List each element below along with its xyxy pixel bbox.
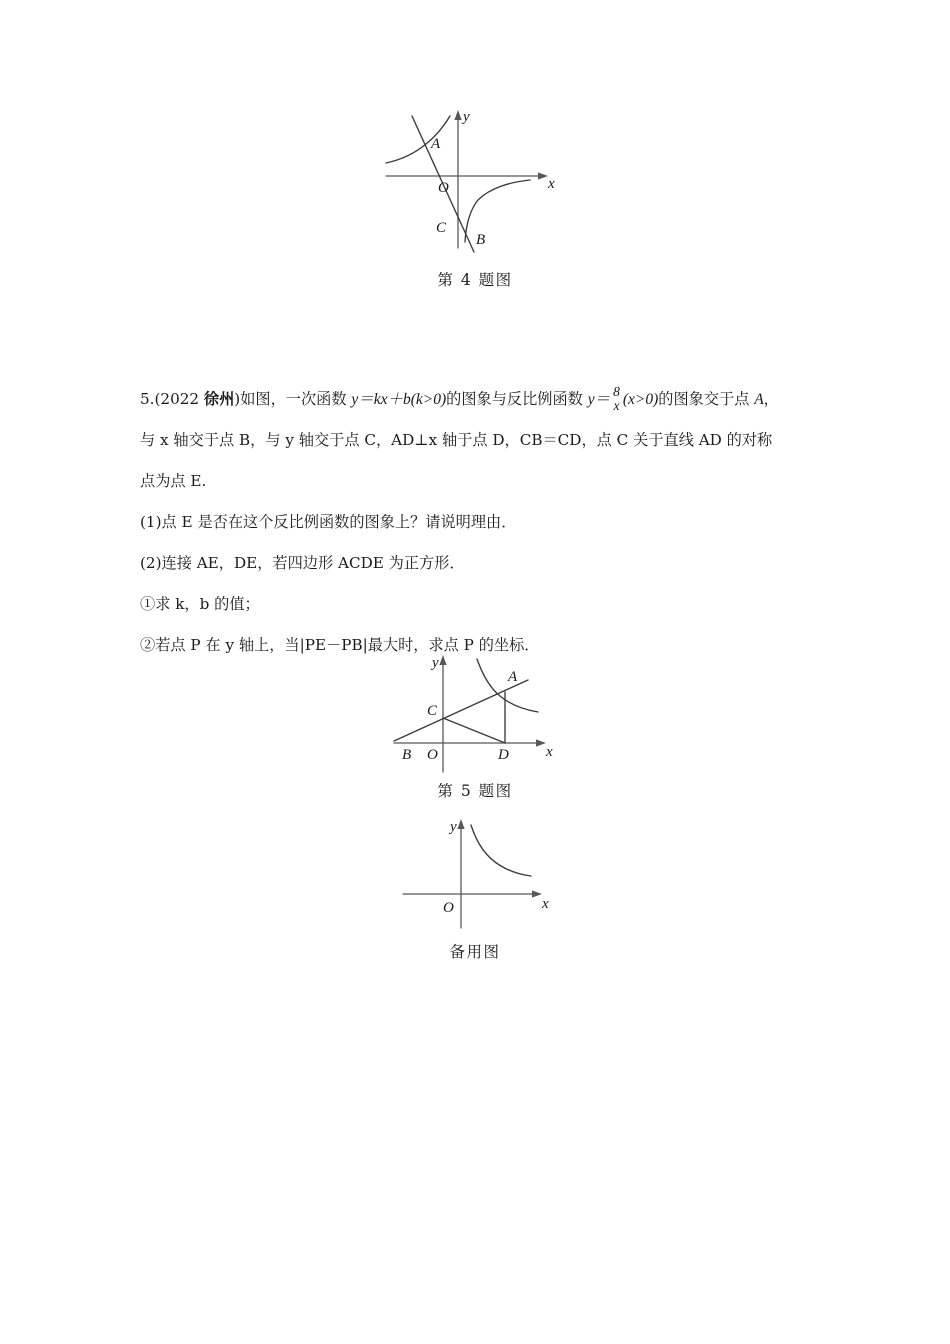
- figure4-axis-label-y: y: [463, 109, 470, 125]
- x-axis-arrow: [532, 890, 542, 897]
- problem-5-stem-line3: [140, 464, 812, 499]
- problem-5-q2-2-text: ②若点 P 在 y 轴上，当|PE－PB|最大时，求点 P 的坐标．: [140, 636, 540, 654]
- problem-5-city: 徐州: [203, 390, 235, 408]
- problem-5-text-d: ，: [763, 390, 779, 408]
- hyperbola-branch-lower-right: [465, 180, 530, 242]
- problem-5-text-b: 的图象与反比例函数: [446, 390, 588, 408]
- figure4-label-A: A: [431, 136, 441, 152]
- problem-5-question-1: [140, 505, 812, 540]
- figure5-label-C: C: [427, 703, 438, 719]
- x-axis-arrow: [536, 739, 546, 746]
- figure4-caption: 第 4 题图: [437, 271, 513, 289]
- problem-5-q2-text: (2)连接 AE，DE，若四边形 ACDE 为正方形．: [140, 554, 465, 572]
- figure5-label-A: A: [508, 669, 518, 685]
- problem-5-inverse-domain: (x>0): [622, 391, 659, 408]
- y-axis-arrow: [439, 655, 446, 665]
- figure4-axis-label-x: x: [548, 176, 555, 192]
- hyperbola-branch-upper-left: [386, 116, 450, 163]
- figure-spare-axis-label-y: y: [450, 819, 457, 835]
- fraction-denominator: x: [613, 397, 620, 413]
- hyperbola-branch: [477, 659, 538, 712]
- figure5-axis-label-y: y: [432, 655, 439, 671]
- problem-5-body: [140, 382, 812, 669]
- figure4-label-O: O: [438, 180, 449, 196]
- problem-5-stem-line2: [140, 423, 812, 458]
- linear-function-line: [394, 680, 528, 741]
- problem-5-point-a: A: [754, 391, 764, 408]
- figure5-label-D: D: [498, 747, 509, 763]
- figure5-caption: 第 5 题图: [437, 782, 513, 800]
- figure4-label-C: C: [436, 220, 447, 236]
- problem-5-q2-1-text: ①求 k，b 的值；: [140, 595, 260, 613]
- problem-5-line3-text: 点为点 E.: [140, 472, 207, 490]
- problem-5-inverse-fraction: [611, 385, 622, 413]
- problem-5-line2-text: 与 x 轴交于点 B，与 y 轴交于点 C，AD⊥x 轴于点 D，CB＝CD，点 C 关于直线 AD 的对称: [140, 431, 773, 449]
- problem-5-question-2: [140, 546, 812, 581]
- figure-spare-axis-label-x: x: [542, 896, 549, 912]
- figure-problem-5: [380, 648, 580, 773]
- figure-spare: [395, 812, 580, 930]
- fraction-numerator: 8: [613, 383, 620, 399]
- y-axis-arrow: [457, 819, 464, 829]
- problem-5-q1-text: (1)点 E 是否在这个反比例函数的图象上？请说明理由．: [140, 513, 517, 531]
- x-axis-arrow: [538, 172, 548, 179]
- figure-spare-caption: 备用图: [449, 943, 501, 961]
- problem-5-question-2-1: [140, 587, 812, 622]
- problem-5-text-c: 的图象交于点: [658, 390, 755, 408]
- figure5-label-B: B: [402, 747, 412, 763]
- figure5-axis-label-x: x: [546, 744, 553, 760]
- y-axis-arrow: [454, 110, 461, 120]
- problem-5-inverse-lead: y＝: [587, 391, 611, 408]
- problem-5-source: (2022 徐州): [154, 390, 241, 408]
- figure-spare-label-O: O: [443, 900, 454, 916]
- hyperbola-branch: [471, 825, 531, 876]
- figure4-label-B: B: [476, 232, 486, 248]
- problem-5-stem: [140, 382, 812, 417]
- problem-5-linear-function: y＝kx＋b(k>0): [351, 391, 447, 408]
- problem-5-number: 5.: [140, 390, 155, 408]
- problem-5-text-a: 如图，一次函数: [240, 390, 352, 408]
- figure5-label-O: O: [427, 747, 438, 763]
- segment-CD: [443, 718, 505, 743]
- figure-problem-4: [370, 100, 580, 265]
